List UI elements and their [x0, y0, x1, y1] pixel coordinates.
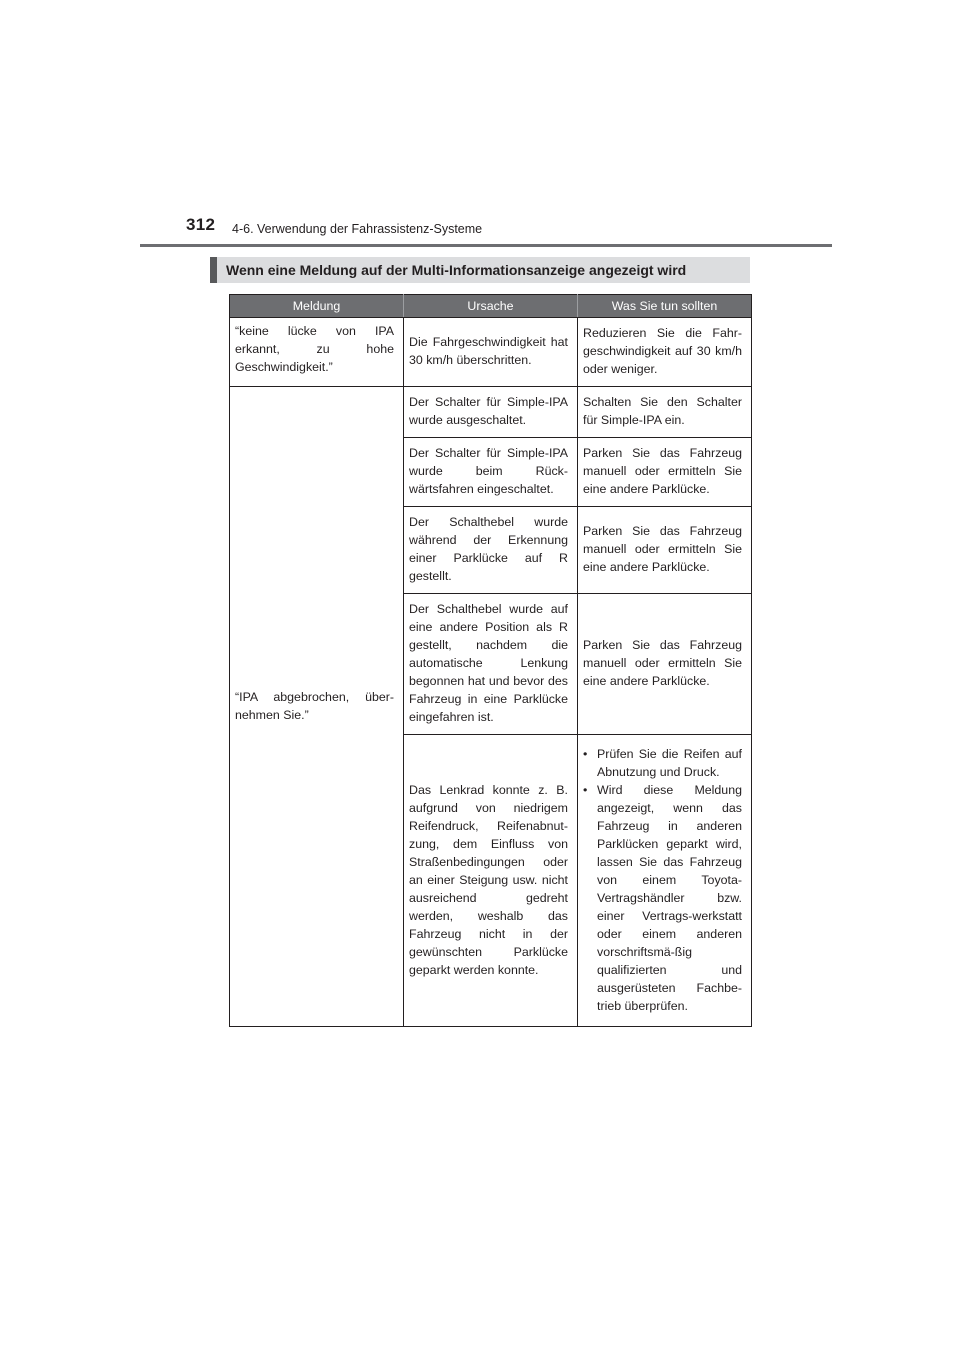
ursache-cell: Der Schalter für Simple-IPA wurde beim Rück-wärtsfahren eingeschaltet. — [404, 438, 578, 507]
table-header-row — [230, 295, 752, 318]
header-rule — [140, 244, 832, 247]
column-header-meldung: Meldung — [230, 295, 404, 318]
ursache-cell: Der Schalthebel wurde während der Erkennung einer Parklücke auf R gestellt. — [404, 507, 578, 594]
aktion-cell: Parken Sie das Fahrzeug manuell oder ermitteln Sie eine andere Parklücke. — [578, 594, 752, 735]
aktion-cell: Parken Sie das Fahrzeug manuell oder ermitteln Sie eine andere Parklücke. — [578, 507, 752, 594]
aktion-cell: Reduzieren Sie die Fahr-geschwindigkeit auf 30 km/h oder weniger. — [578, 318, 752, 387]
ursache-cell: Der Schalthebel wurde auf eine andere Position als R gestellt, nachdem die automatische Lenkung begonnen hat und bevor des Fahrzeug in eine Parklücke eingefahren ist. — [404, 594, 578, 735]
aktion-bullet-list — [583, 745, 742, 1015]
list-item: • Wird diese Meldung angezeigt, wenn das Fahrzeug in anderen Parklücken geparkt wird, lassen Sie das Fahrzeug von einem Toyota-Vertragshändler bzw. einer Vertrags-werkstatt oder einem anderen vorschriftsmä-ßig qualifizierten und ausgerüsteten Fachbe-trieb überprüfen. — [583, 781, 742, 1015]
aktion-cell — [578, 735, 752, 1027]
list-item: • Prüfen Sie die Reifen auf Abnutzung und Druck. — [583, 745, 742, 781]
table-row — [230, 387, 752, 438]
aktion-cell: Parken Sie das Fahrzeug manuell oder ermitteln Sie eine andere Parklücke. — [578, 438, 752, 507]
meldung-cell: “IPA abgebrochen, über-nehmen Sie.” — [230, 387, 404, 1027]
section-title: 4-6. Verwendung der Fahrassistenz-Systeme — [232, 222, 483, 236]
meldung-cell: “keine lücke von IPA erkannt, zu hohe Geschwindigkeit.” — [230, 318, 404, 387]
section-heading — [210, 257, 750, 283]
ursache-cell: Das Lenkrad konnte z. B. aufgrund von niedrigem Reifendruck, Reifenabnut-zung, dem Einfluss von Straßenbedingungen oder an einer Steigung usw. nicht ausreichend gedreht werden, weshalb das Fahrzeug nicht in der gewünschten Parklücke geparkt werden konnte. — [404, 735, 578, 1027]
ursache-cell: Der Schalter für Simple-IPA wurde ausgeschaltet. — [404, 387, 578, 438]
column-header-ursache: Ursache — [404, 295, 578, 318]
section-heading-text: Wenn eine Meldung auf der Multi-Informationsanzeige angezeigt wird — [226, 262, 687, 278]
page-number: 312 — [186, 215, 216, 234]
ursache-cell: Die Fahrgeschwindigkeit hat 30 km/h überschritten. — [404, 318, 578, 387]
aktion-cell: Schalten Sie den Schalter für Simple-IPA ein. — [578, 387, 752, 438]
table-row — [230, 318, 752, 387]
message-table — [229, 294, 752, 1027]
column-header-aktion: Was Sie tun sollten — [578, 295, 752, 318]
